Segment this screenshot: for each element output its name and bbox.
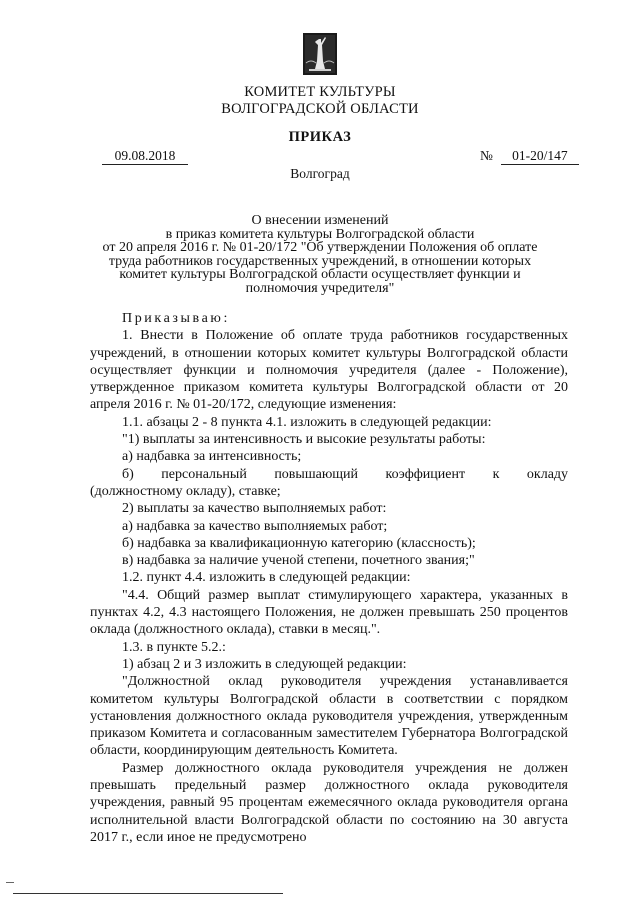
order-number: 01-20/147 [501, 148, 579, 165]
quote-item-3: "4.4. Общий размер выплат стимулирующего характера, указанных в пунктах 4.2, 4.3 настоящего Положения, не должен превышать 250 процентов оклада (должностного оклада), ставки в месяц.". [90, 587, 568, 638]
order-body [90, 310, 568, 846]
quote-item-4: "Должностной оклад руководителя учреждения устанавливается комитетом культуры Волгоградской области в соответствии с порядком установления должностного оклада руководителя учреждения, утвержденным приказом Комитета и согласованным заместителем Губернатора Волгоградской области, координирующим деятельность Комитета. [90, 674, 568, 759]
paragraph-1-1: 1.1. абзацы 2 - 8 пункта 4.1. изложить в следующей редакции: [122, 414, 492, 430]
quote-item-1a: а) надбавка за интенсивность; [122, 449, 302, 465]
org-line-1: КОМИТЕТ КУЛЬТУРЫ [244, 84, 396, 100]
subject-line: комитет культуры Волгоградской области осуществляет функции и [119, 267, 521, 283]
paragraph-1-3: 1.3. в пункте 5.2.: [122, 639, 226, 655]
document-type: ПРИКАЗ [288, 129, 352, 145]
quote-item-2: 2) выплаты за качество выполняемых работ: [122, 501, 387, 517]
subject-line: полномочия учредителя" [245, 280, 395, 296]
subject-line: от 20 апреля 2016 г. № 01-20/172 "Об утверждении Положения об оплате [102, 240, 538, 256]
paragraph-1-3-1: 1) абзац 2 и 3 изложить в следующей редакции: [122, 656, 407, 672]
org-line-2: ВОЛГОГРАДСКОЙ ОБЛАСТИ [221, 101, 419, 117]
subject-line: в приказ комитета культуры Волгоградской области [165, 226, 475, 242]
paragraph-1-2: 1.2. пункт 4.4. изложить в следующей редакции: [122, 570, 411, 586]
order-subject [60, 214, 580, 296]
city: Волгоград [290, 166, 350, 181]
paragraph-1: 1. Внести в Положение об оплате труда работников государственных учреждений, в отношении которых комитет культуры Волгоградской области осуществляет функции и полномочия учредителя (далее - Положение), утвержденное приказом комитета культуры Волгоградской области от 20 апреля 2016 г. № 01-20/172, следующие изменения: [90, 328, 568, 413]
order-number-block [480, 148, 579, 165]
quote-item-2a: а) надбавка за качество выполняемых работ; [122, 518, 388, 534]
quote-item-2c: в) надбавка за наличие ученой степени, почетного звания;" [122, 553, 475, 569]
quote-item-5: Размер должностного оклада руководителя учреждения не должен превышать предельный размер должностного оклада руководителя учреждения, равный 95 процентам ежемесячного оклада руководителя органа исполнительной власти Волгоградской области по состоянию на 30 августа 2017 г., если иное не предусмотрено [90, 760, 568, 845]
footer-line [13, 893, 283, 894]
subject-line: О внесении изменений [251, 213, 389, 228]
quote-item-1: "1) выплаты за интенсивность и высокие результаты работы: [122, 432, 486, 448]
quote-item-1b: б) персональный повышающий коэффициент к окладу [122, 466, 569, 482]
number-sign: № [480, 148, 493, 163]
organization-name [0, 84, 640, 118]
subject-line: труда работников государственных учреждений, в отношении которых [108, 253, 532, 269]
prikazyvayu: Приказываю: [122, 311, 230, 326]
coat-of-arms-icon [303, 33, 337, 75]
order-date: 09.08.2018 [102, 148, 188, 165]
footer-tick [6, 882, 14, 883]
quote-item-2b: б) надбавка за квалификационную категорию (классность); [122, 535, 476, 551]
quote-item-1b-end: (должностному окладу), ставке; [90, 483, 281, 499]
